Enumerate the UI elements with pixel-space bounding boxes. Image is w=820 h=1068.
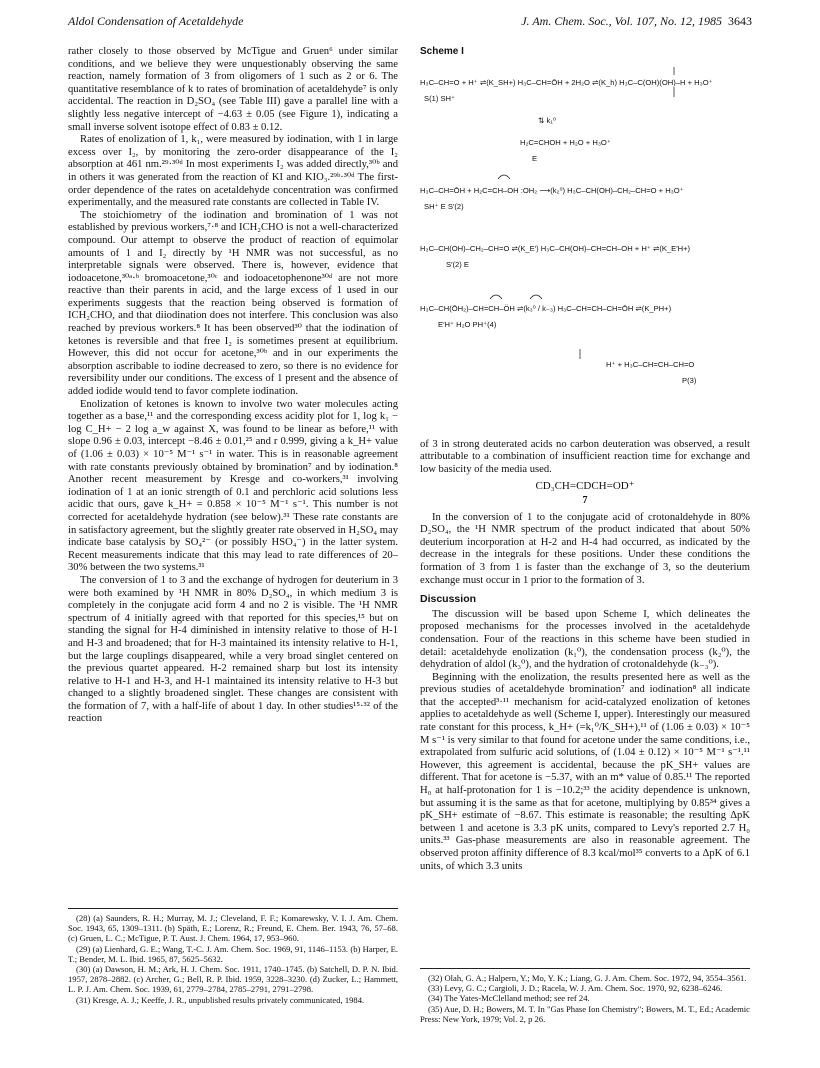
footnote: (32) Olah, G. A.; Halpern, Y.; Mo, Y. K.; Liang, G. J. Am. Chem. Soc. 1972, 94, 3554–3561. [428,973,747,983]
journal-citation [521,14,752,29]
reaction-scheme [420,63,750,439]
scheme-line: H₃C–CH(OH)–CH₂–CH=O ⇌(K_E′) H₃C–CH(OH)–CH=CH–OH + H⁺ ⇌(K_E′H+) [420,243,691,253]
scheme-line: H₃C–CH=O + H⁺ ⇌(K_SH+) H₃C–CH=ŌH + 2H₂O ⇌(K_h) H₃C–C(OH)(OH)–H + H₃O⁺ [420,77,713,87]
scheme-line: H⁺ + H₃C–CH=CH–CH=O [606,359,695,369]
scheme-label: SH⁺ E S′(2) [424,201,464,211]
footnotes-left [68,908,398,1005]
paragraph: The stoichiometry of the iodination and bromination of 1 was not established by previous workers,⁷·⁸ and ICH₂CHO is not a well-characterized compound. Our attempt to observe the product of reaction of equimolar amounts of 1 and I₂ directly by ¹H NMR was not successful, as no interpretable signals were observed. There is, however, evidence that iodoacetone,³⁰ᵃ·ᵇ bromoacetone,³⁰ᶜ and iodoacetophenone³⁰ᵈ are not more reactive than their parents in acid, and the large excess of 1 used in our experiments suggests that the reaction being observed is formation of ICH₂CHO, and that diiodination does not interfere. This conclusion was also reached by previous workers.⁸ It has been observed³⁰ that the iodination of ketones is reversible and that free I₂ is sometimes present at equilibrium. However, this did not occur for acetone,³⁰ᵇ and in our experiments the absorption ascribable to iodine decreased to zero, so there is no evidence for reversibility under our conditions. The excess of 1 present and the absence of added iodide would tend to favor complete iodination. [68,209,398,398]
paragraph: of 3 in strong deuterated acids no carbon deuteration was observed, a result attributable to a combination of insufficient reaction time for exchange and low basicity of the media used. [420,438,750,475]
footnote: (33) Levy, G. C.; Cargioli, J. D.; Racela, W. J. Am. Chem. Soc. 1970, 92, 6238–6246. [428,983,723,994]
paragraph: The discussion will be based upon Scheme I, which delineates the proposed mechanisms for the processes involved in the acetaldehyde condensation. Four of the reactions in this scheme have been studied in detail: acetaldehyde enolization (k₁⁰), the condensation process (k₂⁰), the dehydration of aldol (k₃⁰), and the hydration of crotonaldehyde (k₋₃⁰). [420,608,750,671]
paragraph: In the conversion of 1 to the conjugate acid of crotonaldehyde in 80% D₂SO₄, the ¹H NMR spectrum of the product indicated that about 50% deuterium incorporation at H-2 and H-4 had occurred, as indicated by the decrease in the integrals for these positions. Under these conditions the formation of 3 from 1 is faster than the exchange of 3, so the deuterium exchange must occur in 1 prior to the formation of 3. [420,511,750,586]
formula-number: 7 [582,494,588,506]
running-title: Aldol Condensation of Acetaldehyde [68,14,244,28]
footnotes-right [420,968,750,1024]
scheme-line: H₃C–CH=ŌH + H₂C=CH–OH :OH₂ ⟶(k₂⁰) H₃C–CH(OH)–CH₂–CH=O + H₃O⁺ [420,185,684,195]
footnote: (30) (a) Dawson, H. M.; Ark, H. J. Chem. Soc. 1911, 1740–1745. (b) Satchell, D. P. N. Ibid. 1957, 2878–2882. (c) Archer, G.; Bell, R. P. Ibid. 1959, 3228–3230. (d) Zucker, L.; Hammett, L. P. J. Am. Chem. Soc. 1939, 61, 2779–2784, 2785–2791, 2791–2798. [68,964,398,995]
scheme-title: Scheme I [420,46,464,57]
paragraph: The conversion of 1 to 3 and the exchange of hydrogen for deuterium in 3 were both examined by ¹H NMR in 80% D₂SO₄, in which medium 3 is completely in the conjugate acid form 4 and no 2 is visible. The ¹H NMR spectrum of 4 initially agreed with that reported for this species,¹⁵ but on standing the signal for H-4 diminished in intensity relative to those of H-1 and H-3 and broadened; that for H-3 maintained its intensity relative to H-1, but the large couplings disappeared, while a very broad singlet centered on the previous quartet appeared. H-2 remained sharp but lost its intensity relative to H-1 and H-3, and H-1 maintained its intensity relative to H-3 but changed to a slightly broadened singlet. These changes are consistent with the formation of 7, with a half-life of about 1 day. In other studies¹⁵·³² of the reaction [68,574,398,725]
paragraph: Rates of enolization of 1, k₁, were measured by iodination, with 1 in large excess over I₂, by monitoring the zero-order disappearance of the I₂ absorption at 461 nm.²⁹·³⁰ᵈ In most experiments I₂ was added directly,³⁰ᵇ and in others it was generated from the reaction of KI and KIO₃.²⁹ᵇ·³⁰ᵈ The first-order dependence of the rates on acetaldehyde concentration was confirmed experimentally, and the measured rate constants are collected in Table IV. [68,134,398,209]
scheme-line: H₃C–CH(ŌH₂)–CH=CH–ÖH ⇌(k₃⁰ / k₋₃) H₃C–CH=CH–CH=ŌH ⇌(K_PH+) [420,303,672,313]
formula: CD₃CH=CDCH=OD⁺ [535,480,635,493]
paragraph: Enolization of ketones is known to involve two water molecules acting together as a base,¹¹ and the corresponding excess acidity plot for 1, log k₁ − log C_H+ − 2 log a_w against X, was found to be linear as before,¹¹ with slope 0.96 ± 0.03, intercept −8.46 ± 0.01,²⁵ and r 0.999, giving a k_H+ value of (1.06 ± 0.03) × 10⁻⁵ M⁻¹ s⁻¹ in water. This is in reasonable agreement with rate constants previously obtained by bromination⁷ and by iodination.⁸ Another recent measurement by Kresge and co-workers,³¹ involving iodination of 1 at an ionic strength of 0.1 and perchloric acid solutions less acidic that ours, gave k_H+ = 0.858 × 10⁻⁵ M⁻¹ s⁻¹. This number is not corrected for acetaldehyde hydration (see below).³¹ These rate constants are in satisfactory agreement, but the slightly greater rate observed in H₂SO₄ may indicate base catalysis by SO₄²⁻ (or possibly HSO₄⁻) in the latter system. Recent measurements indicate that this may lead to rate differences of 20–30% between the two systems.³¹ [68,398,398,574]
footnote: (29) (a) Lienhard, G. E.; Wang, T.-C. J. Am. Chem. Soc. 1969, 91, 1146–1153. (b) Harper, E. T.; Bender, M. L. Ibid. 1965, 87, 5625–5632. [68,943,398,964]
footnote: (31) Kresge, A. J.; Keeffe, J. R., unpublished results privately communicated, 1984. [76,994,365,1005]
scheme-label: S(1) SH⁺ [424,93,456,103]
page-number: 3643 [728,14,752,28]
scheme-label: P(3) [682,375,697,385]
footnote: (35) Aue, D. H.; Bowers, M. T. In "Gas Phase Ion Chemistry"; Bowers, M. T., Ed.; Academic Press: New York, 1979; Vol. 2, p 26. [420,1003,750,1024]
scheme-arrow: ⇅ k₁⁰ [538,115,556,125]
scheme-line: H₂C=CHOH + H₂O + H₃O⁺ [520,137,611,147]
section-title: Discussion [420,593,477,606]
paragraph: rather closely to those observed by McTigue and Gruen⁶ under similar conditions, and we believe they were unquestionably observing the same reaction, namely formation of 3 from oligomers of 1 such as 2 or 6. The quantitative resemblance of k to rates of bromination of acetaldehyde⁷ is only accidental. The reaction in D₂SO₄ (see Table III) gave a parallel line with a slightly less negative intercept of −4.63 ± 0.05 (see Figure 1), indicating a small inverse solvent isotope effect of 0.83 ± 0.12. [68,46,398,133]
scheme-label: S′(2) E [446,259,469,269]
footnote: (34) The Yates-McClelland method; see ref 24. [428,993,590,1004]
paragraph: Beginning with the enolization, the results presented here as well as the previous studies of acetaldehyde bromination⁷ and iodination⁸ all indicate that the accepted³·¹¹ mechanism for acid-catalyzed enolization of ketones applies to acetaldehyde as well (Scheme I, upper). Interestingly our measured rate constant for this process, k_H+ (=k₁⁰/K_SH+),¹¹ of (1.06 ± 0.03) × 10⁻⁵ M s⁻¹ is very similar to that found for acetone under the same conditions, i.e., extrapolated from sulfuric acid solutions, of (1.04 ± 0.12) × 10⁻⁵ M⁻¹ s⁻¹.¹¹ However, this agreement is accidental, because the pK_SH+ values are different. That for acetone is −5.37, with an m* value of 0.85.¹¹ The reported H₀ at half-protonation for 1 is −10.2;³³ the acidity dependence is unknown, but assuming it is the same as that for acetone, multiplying by 0.85³⁴ gives a pK_SH+ estimate of −8.67. This estimate is reasonable; the resulting ΔpK between 1 and acetone is 3.3 pK units, compared to Levy's reported 2.7 H₀ units.³³ Gas-phase measurements are also in reasonable agreement. The observed proton affinity difference of 8.3 kcal/mol³⁵ converts to a ΔpK of 6.1 units, of which 3.3 units [420,671,750,872]
scheme-label: E [532,153,538,163]
journal-name: J. Am. Chem. Soc., Vol. 107, No. 12, 1985 [521,14,722,28]
scheme-bonds [420,63,750,403]
right-column [420,46,750,873]
left-column [68,46,398,726]
footnote: (28) (a) Saunders, R. H.; Murray, M. J.; Cleveland, F. F.; Komarewsky, V. I. J. Am. Chem. Soc. 1943, 65, 1309–1311. (b) Späth, E.; Lorenz, R.; Freund, E. Chem. Ber. 1943, 76, 57–68. (c) Gruen, L. C.; McTigue, P. T. Aust. J. Chem. 1964, 17, 953–960. [68,913,398,944]
scheme-label: E′H⁺ H₂O PH⁺(4) [438,319,497,329]
